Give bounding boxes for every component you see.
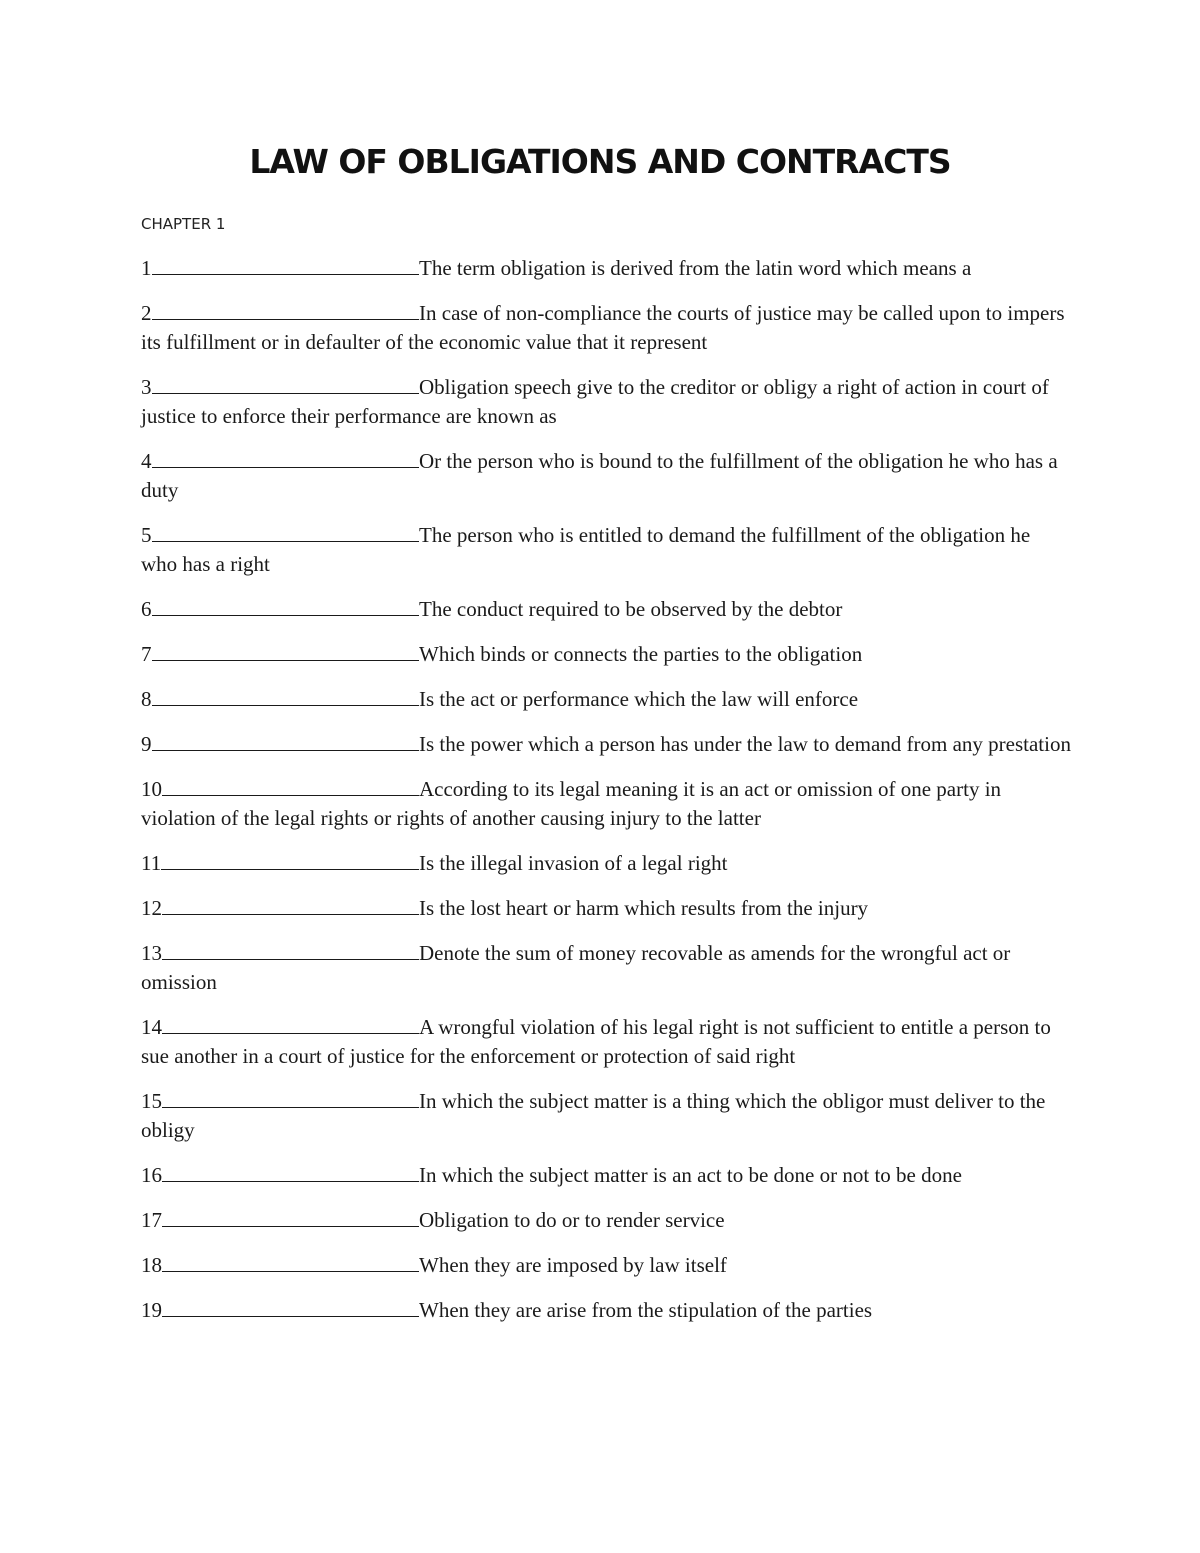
question-text: In which the subject matter is a thing which the obligor must deliver to the obligy <box>141 1089 1046 1142</box>
answer-blank[interactable] <box>152 596 420 616</box>
answer-blank[interactable] <box>162 1252 419 1272</box>
answer-blank[interactable] <box>162 776 419 796</box>
answer-blank[interactable] <box>162 1014 419 1034</box>
question-item <box>141 1087 1071 1145</box>
page-title: LAW OF OBLIGATIONS AND CONTRACTS <box>249 142 951 181</box>
question-item <box>141 849 1071 878</box>
question-text: In case of non-compliance the courts of justice may be called upon to impers its fulfillment or in defaulter of the economic value that it represent <box>141 301 1065 354</box>
answer-blank[interactable] <box>162 1207 419 1227</box>
question-text: The person who is entitled to demand the fulfillment of the obligation he who has a right <box>141 523 1031 576</box>
question-number: 9 <box>141 732 152 756</box>
answer-blank[interactable] <box>162 1162 419 1182</box>
question-item <box>141 894 1071 923</box>
answer-blank[interactable] <box>152 522 420 542</box>
question-item <box>141 1296 1071 1325</box>
question-item <box>141 939 1071 997</box>
answer-blank[interactable] <box>162 895 419 915</box>
answer-blank[interactable] <box>162 940 419 960</box>
question-number: 10 <box>141 777 162 801</box>
question-number: 13 <box>141 941 162 965</box>
question-item <box>141 730 1071 759</box>
question-number: 3 <box>141 375 152 399</box>
question-number: 4 <box>141 449 152 473</box>
question-text: Is the lost heart or harm which results from the injury <box>419 896 869 920</box>
question-text: The term obligation is derived from the latin word which means a <box>419 256 972 280</box>
question-number: 17 <box>141 1208 162 1232</box>
question-item <box>141 373 1071 431</box>
question-list <box>141 254 1071 1341</box>
question-item <box>141 1161 1071 1190</box>
answer-blank[interactable] <box>162 1297 419 1317</box>
question-text: A wrongful violation of his legal right is not sufficient to entitle a person to sue another in a court of justice for the enforcement or protection of said right <box>141 1015 1051 1068</box>
question-number: 19 <box>141 1298 162 1322</box>
question-item <box>141 521 1071 579</box>
question-text: Is the act or performance which the law will enforce <box>419 687 859 711</box>
question-text: Which binds or connects the parties to the obligation <box>419 642 863 666</box>
chapter-heading: CHAPTER 1 <box>141 215 226 233</box>
question-number: 7 <box>141 642 152 666</box>
answer-blank[interactable] <box>162 1088 419 1108</box>
question-text: Is the illegal invasion of a legal right <box>419 851 728 875</box>
answer-blank[interactable] <box>152 374 420 394</box>
question-number: 8 <box>141 687 152 711</box>
answer-blank[interactable] <box>152 255 420 275</box>
answer-blank[interactable] <box>152 686 420 706</box>
question-item <box>141 447 1071 505</box>
question-number: 14 <box>141 1015 162 1039</box>
question-number: 12 <box>141 896 162 920</box>
question-number: 1 <box>141 256 152 280</box>
question-item <box>141 685 1071 714</box>
question-text: When they are imposed by law itself <box>419 1253 727 1277</box>
answer-blank[interactable] <box>161 850 419 870</box>
question-item <box>141 1013 1071 1071</box>
question-text: Is the power which a person has under the law to demand from any prestation <box>419 732 1071 756</box>
question-number: 2 <box>141 301 152 325</box>
answer-blank[interactable] <box>152 300 420 320</box>
question-text: The conduct required to be observed by the debtor <box>419 597 843 621</box>
question-text: Or the person who is bound to the fulfillment of the obligation he who has a duty <box>141 449 1058 502</box>
question-text: In which the subject matter is an act to be done or not to be done <box>419 1163 962 1187</box>
question-text: According to its legal meaning it is an act or omission of one party in violation of the legal rights or rights of another causing injury to the latter <box>141 777 1002 830</box>
question-text: Obligation speech give to the creditor or obligy a right of action in court of justice to enforce their performance are known as <box>141 375 1049 428</box>
question-item <box>141 595 1071 624</box>
question-text: When they are arise from the stipulation of the parties <box>419 1298 873 1322</box>
question-item <box>141 254 1071 283</box>
answer-blank[interactable] <box>152 641 420 661</box>
question-number: 16 <box>141 1163 162 1187</box>
question-text: Denote the sum of money recovable as amends for the wrongful act or omission <box>141 941 1011 994</box>
question-number: 11 <box>141 851 162 875</box>
question-number: 6 <box>141 597 152 621</box>
question-text: Obligation to do or to render service <box>419 1208 725 1232</box>
answer-blank[interactable] <box>152 731 420 751</box>
question-number: 15 <box>141 1089 162 1113</box>
question-number: 18 <box>141 1253 162 1277</box>
question-item <box>141 1206 1071 1235</box>
question-number: 5 <box>141 523 152 547</box>
question-item <box>141 299 1071 357</box>
question-item <box>141 1251 1071 1280</box>
question-item <box>141 775 1071 833</box>
question-item <box>141 640 1071 669</box>
answer-blank[interactable] <box>152 448 420 468</box>
